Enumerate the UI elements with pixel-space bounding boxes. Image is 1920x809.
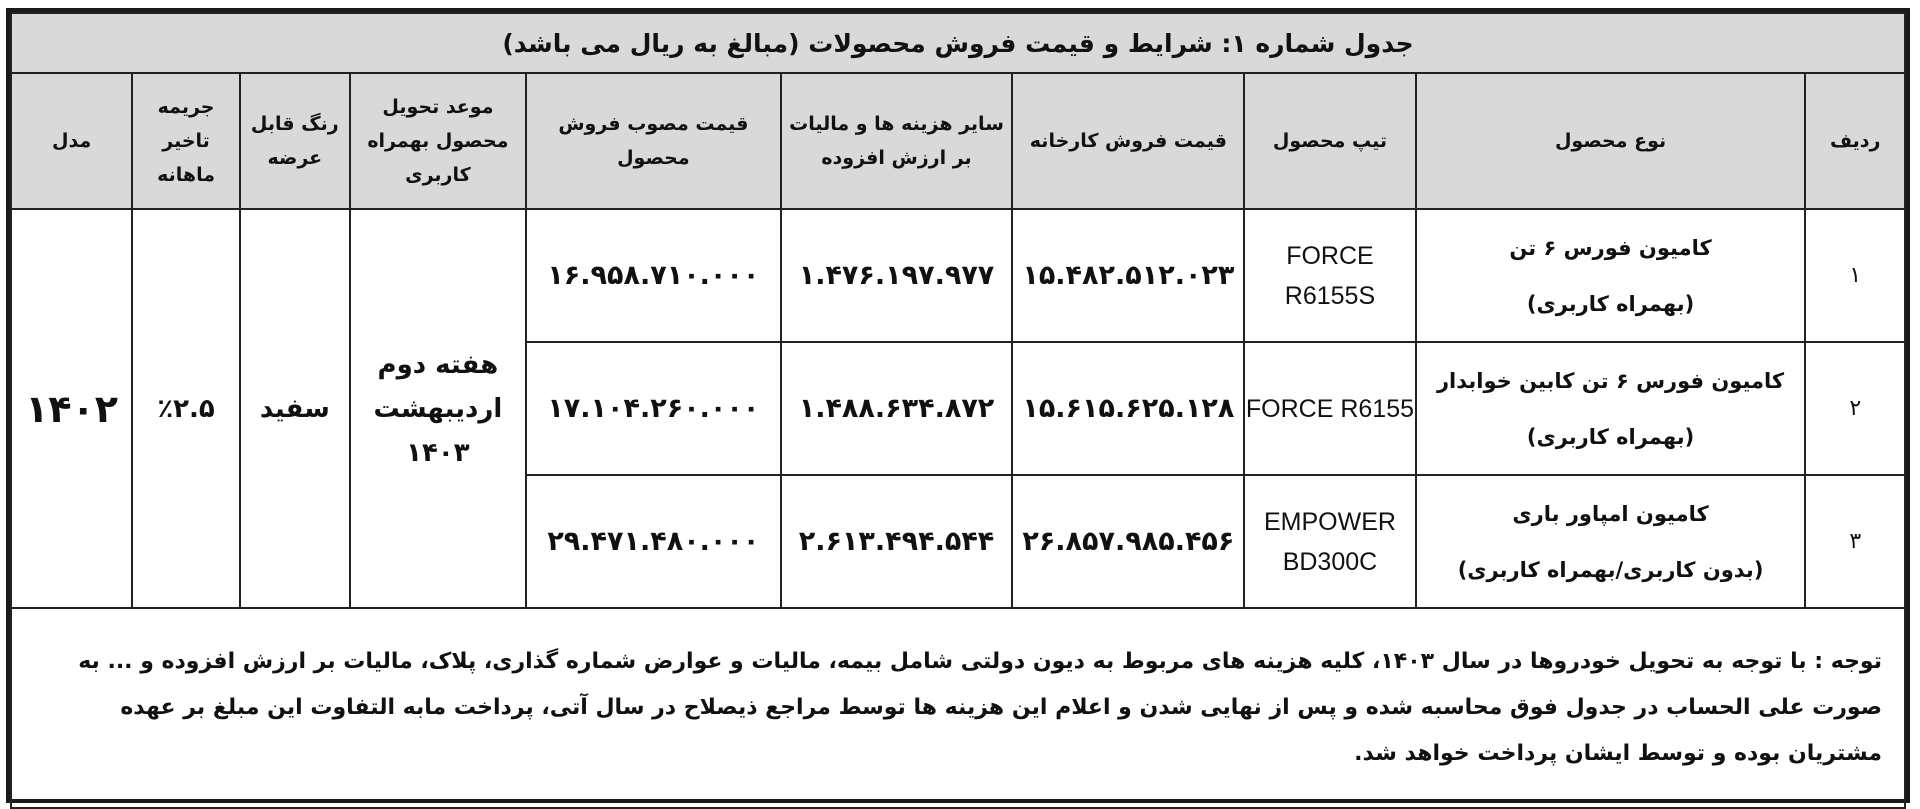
product-tip: EMPOWER BD300C [1244, 475, 1415, 608]
other-costs: ۲.۶۱۳.۴۹۴.۵۴۴ [781, 475, 1013, 608]
product-condition: (بدون کاربری/بهمراه کاربری) [1457, 557, 1764, 582]
header-factory-price: قیمت فروش کارخانه [1012, 73, 1244, 209]
product-type-cell [1416, 475, 1806, 608]
product-type-cell [1416, 342, 1806, 475]
color-value: سفید [240, 209, 350, 608]
product-condition: (بهمراه کاربری) [1526, 291, 1695, 316]
approved-price: ۱۷.۱۰۴.۲۶۰.۰۰۰ [526, 342, 780, 475]
product-price-table [10, 12, 1906, 809]
price-table-document [6, 8, 1910, 803]
product-name: کامیون فورس ۶ تن [1509, 235, 1712, 260]
other-costs: ۱.۴۷۶.۱۹۷.۹۷۷ [781, 209, 1013, 342]
factory-price: ۱۵.۶۱۵.۶۲۵.۱۲۸ [1012, 342, 1244, 475]
product-tip: FORCE R6155S [1244, 209, 1415, 342]
row-number: ۱ [1805, 209, 1905, 342]
header-delivery-date: موعد تحویل محصول بهمراه کاربری [350, 73, 526, 209]
header-late-penalty: جریمه تاخیر ماهانه [132, 73, 240, 209]
approved-price: ۱۶.۹۵۸.۷۱۰.۰۰۰ [526, 209, 780, 342]
approved-price: ۲۹.۴۷۱.۴۸۰.۰۰۰ [526, 475, 780, 608]
row-number: ۳ [1805, 475, 1905, 608]
other-costs: ۱.۴۸۸.۶۳۴.۸۷۲ [781, 342, 1013, 475]
footnote: توجه : با توجه به تحویل خودروها در سال ۱۴۰۳، کلیه هزینه های مربوط به دیون دولتی شامل بیمه، مالیات و عوارض شماره گذاری، پلاک، مالیات بر ارزش افزوده و ... به صورت علی الحساب در جدول فوق محاسبه شده و پس از نهایی شدن و اعلام این هزینه ها توسط مراجع ذیصلاح در سال آتی، پرداخت مابه التفاوت این مبلغ بر عهده مشتریان بوده و توسط ایشان پرداخت خواهد شد. [11, 608, 1905, 808]
row-number: ۲ [1805, 342, 1905, 475]
product-type-cell [1416, 209, 1806, 342]
table-row [11, 209, 1905, 342]
header-approved-price: قیمت مصوب فروش محصول [526, 73, 780, 209]
late-penalty-value: ٪۲.۵ [132, 209, 240, 608]
model-year: ۱۴۰۲ [11, 209, 132, 608]
header-product-tip: تیپ محصول [1244, 73, 1415, 209]
header-product-type: نوع محصول [1416, 73, 1806, 209]
header-other-costs: سایر هزینه ها و مالیات بر ارزش افزوده [781, 73, 1013, 209]
header-row-number: ردیف [1805, 73, 1905, 209]
product-tip: FORCE R6155 [1244, 342, 1415, 475]
product-condition: (بهمراه کاربری) [1526, 424, 1695, 449]
table-title: جدول شماره ۱: شرایط و قیمت فروش محصولات (مبالغ به ریال می باشد) [11, 13, 1905, 73]
delivery-date: هفته دوم اردیبهشت ۱۴۰۳ [350, 209, 526, 608]
factory-price: ۱۵.۴۸۲.۵۱۲.۰۲۳ [1012, 209, 1244, 342]
factory-price: ۲۶.۸۵۷.۹۸۵.۴۵۶ [1012, 475, 1244, 608]
header-model: مدل [11, 73, 132, 209]
header-color: رنگ قابل عرضه [240, 73, 350, 209]
product-name: کامیون امپاور باری [1512, 501, 1709, 526]
product-name: کامیون فورس ۶ تن کابین خوابدار [1436, 368, 1785, 393]
